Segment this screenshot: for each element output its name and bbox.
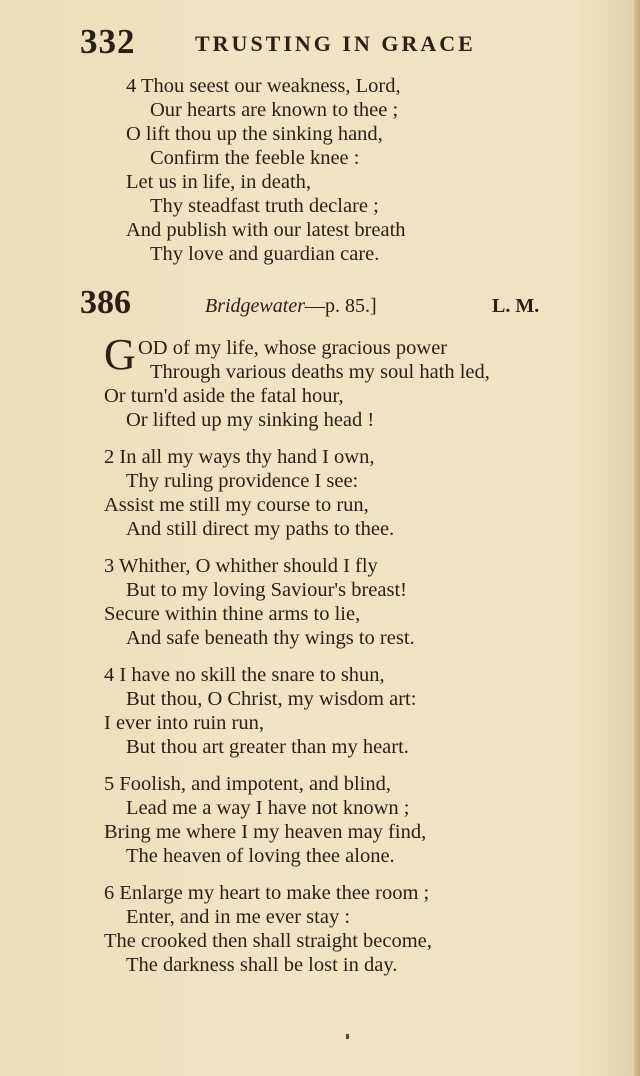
- verse-line: 4 I have no skill the snare to shun,: [104, 664, 385, 686]
- verse-line: The heaven of loving thee alone.: [126, 845, 395, 867]
- verse-line: 2 In all my ways thy hand I own,: [104, 446, 375, 468]
- running-head: TRUSTING IN GRACE: [195, 31, 476, 56]
- verse-line: Bring me where I my heaven may find,: [104, 821, 427, 843]
- verse-line: 6 Enlarge my heart to make thee room ;: [104, 882, 430, 904]
- verse-line: Or lifted up my sinking head !: [126, 409, 375, 431]
- verse-line: But thou art greater than my heart.: [126, 736, 409, 758]
- verse-line: Let us in life, in death,: [126, 171, 312, 193]
- verse-line: Our hearts are known to thee ;: [150, 99, 399, 121]
- verse-line: The darkness shall be lost in day.: [126, 954, 398, 976]
- verse-line: Thy ruling providence I see:: [126, 470, 359, 492]
- verse-line: Secure within thine arms to lie,: [104, 603, 361, 625]
- verse-line: Assist me still my course to run,: [104, 494, 369, 516]
- verse-line: Lead me a way I have not known ;: [126, 797, 410, 819]
- verse-line: But to my loving Saviour's breast!: [126, 579, 407, 601]
- verse-line: OD of my life, whose gracious power: [138, 337, 448, 359]
- page-number: 332: [80, 22, 136, 61]
- hymn-number: 386: [80, 284, 131, 321]
- verse-line: And safe beneath thy wings to rest.: [126, 627, 415, 649]
- verse-line: Or turn'd aside the fatal hour,: [104, 385, 344, 407]
- verse-line: Enter, and in me ever stay :: [126, 906, 351, 928]
- tune-page: —p. 85.]: [305, 295, 377, 317]
- meter: L. M.: [492, 295, 540, 317]
- verse-line: Through various deaths my soul hath led,: [150, 361, 490, 383]
- print-mark: [346, 1034, 349, 1039]
- tune-name: Bridgewater: [205, 295, 305, 317]
- verse-line: But thou, O Christ, my wisdom art:: [126, 688, 417, 710]
- verse-line: 4 Thou seest our weakness, Lord,: [126, 75, 401, 97]
- verse-line: And still direct my paths to thee.: [126, 518, 395, 540]
- verse-line: I ever into ruin run,: [104, 712, 264, 734]
- verse-line: Thy love and guardian care.: [150, 243, 380, 265]
- verse-line: 5 Foolish, and impotent, and blind,: [104, 773, 391, 795]
- verse-line: O lift thou up the sinking hand,: [126, 123, 383, 145]
- tune-reference: [205, 295, 377, 318]
- drop-cap: G: [104, 330, 136, 379]
- page-header: [80, 22, 580, 62]
- verse-line: Thy steadfast truth declare ;: [150, 195, 379, 217]
- verse-line: 3 Whither, O whither should I fly: [104, 555, 378, 577]
- page-edge: [634, 0, 640, 1076]
- verse-line: Confirm the feeble knee :: [150, 147, 360, 169]
- verse-line: And publish with our latest breath: [126, 219, 406, 241]
- verse-line: The crooked then shall straight become,: [104, 930, 432, 952]
